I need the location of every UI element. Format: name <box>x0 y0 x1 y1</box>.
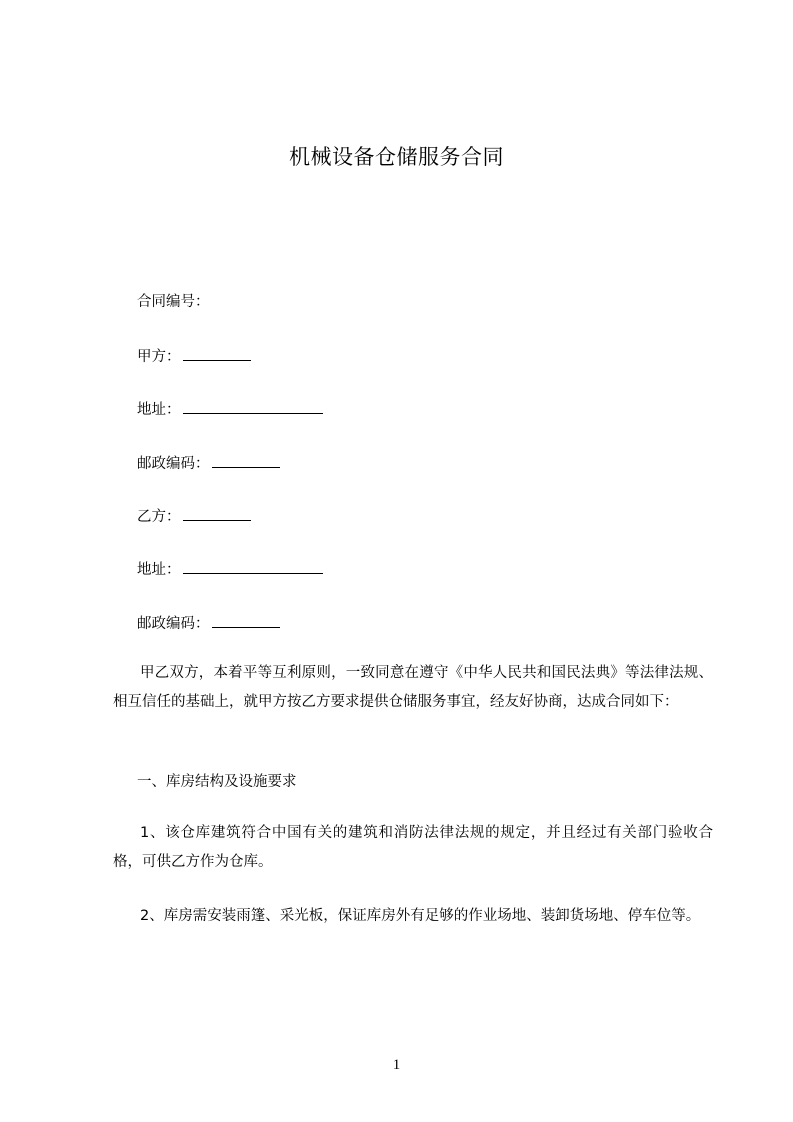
party-a-postcode-field <box>137 452 280 474</box>
party-b-address-field <box>137 558 323 580</box>
party-a-label: 甲方： <box>137 349 181 365</box>
document-title: 机械设备仓储服务合同 <box>289 145 504 169</box>
party-a-postcode-blank[interactable] <box>212 452 280 468</box>
party-b-address-blank[interactable] <box>183 558 323 574</box>
party-a-field <box>137 345 251 367</box>
party-b-address-label: 地址： <box>137 562 181 578</box>
party-b-blank[interactable] <box>183 505 251 521</box>
preamble-paragraph: 甲乙双方，本着平等互利原则，一致同意在遵守《中华人民共和国民法典》等法律法规、相互信任的基础上，就甲方按乙方要求提供仓储服务事宜，经友好协商，达成合同如下： <box>113 665 713 710</box>
party-b-postcode-field <box>137 612 280 634</box>
party-b-label: 乙方： <box>137 509 181 525</box>
contract-number-field <box>137 292 210 312</box>
page-number: 1 <box>392 1057 401 1073</box>
party-a-blank[interactable] <box>183 345 251 361</box>
party-a-address-field <box>137 398 323 420</box>
party-b-postcode-label: 邮政编码： <box>137 616 210 632</box>
contract-number-label: 合同编号： <box>137 294 210 310</box>
section-1-clause-2: 2、库房需安装雨篷、采光板，保证库房外有足够的作业场地、装卸货场地、停车位等。 <box>140 908 701 924</box>
section-1-clause-1: 1、该仓库建筑符合中国有关的建筑和消防法律法规的规定，并且经过有关部门验收合格，可供乙方作为仓库。 <box>113 825 713 870</box>
party-b-field <box>137 505 251 527</box>
section-1-heading: 一、库房结构及设施要求 <box>137 774 297 790</box>
party-b-postcode-blank[interactable] <box>212 612 280 628</box>
party-a-address-blank[interactable] <box>183 398 323 414</box>
party-a-postcode-label: 邮政编码： <box>137 456 210 472</box>
party-a-address-label: 地址： <box>137 402 181 418</box>
